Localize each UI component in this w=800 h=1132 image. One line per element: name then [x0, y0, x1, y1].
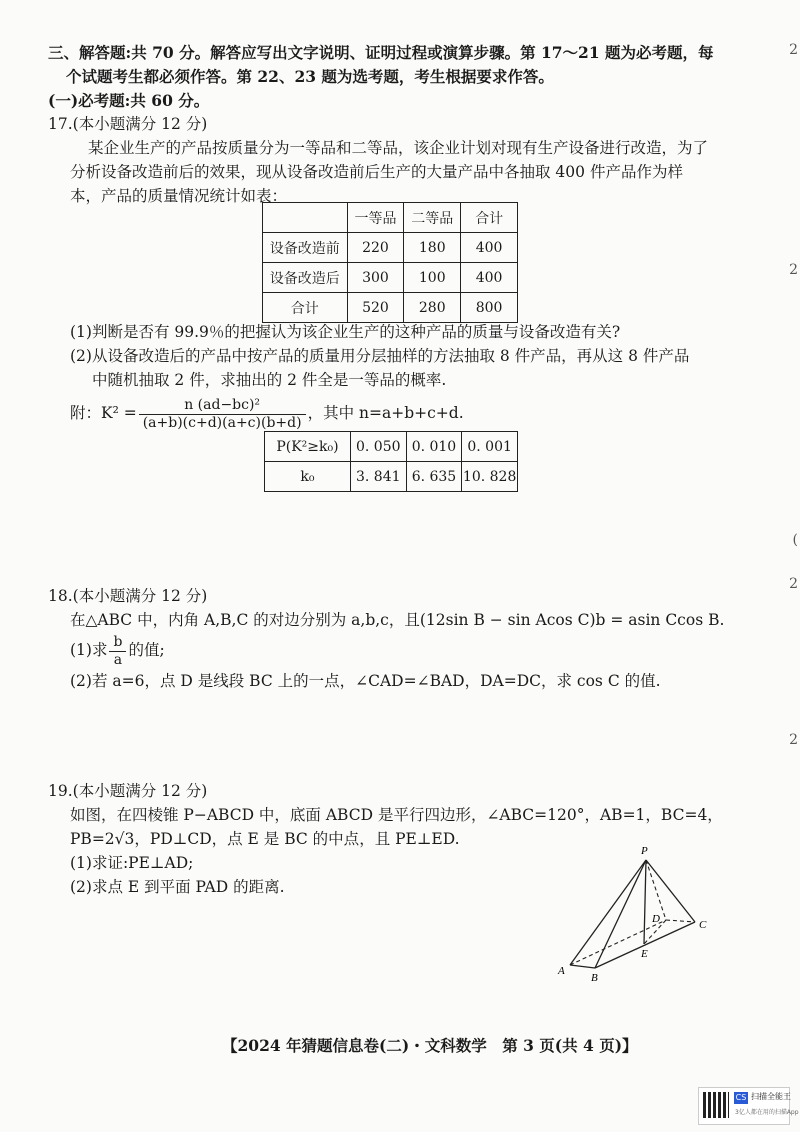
- q17-paragraph-line3: 本，产品的质量情况统计如表：: [70, 187, 288, 205]
- table-row: [263, 263, 518, 293]
- edge-mark: 2: [789, 262, 798, 278]
- q18-s1-suffix: 的值;: [128, 641, 165, 659]
- q19-paragraph-line1: 如图，在四棱锥 P−ABCD 中，底面 ABCD 是平行四边形，∠ABC=120°，AB=1，BC=4，: [70, 806, 723, 824]
- q17-quality-table: [262, 202, 518, 323]
- formula-numerator: n (ad−bc)²: [139, 397, 306, 415]
- table-row: [263, 203, 518, 233]
- q17-paragraph-line1: 某企业生产的产品按质量分为一等品和二等品，该企业计划对现有生产设备进行改造，为了: [88, 139, 709, 157]
- table-row: [265, 462, 518, 492]
- table-cell: 520: [347, 293, 404, 323]
- table-cell: 设备改造后: [263, 263, 348, 293]
- pyramid-figure: [540, 840, 720, 985]
- table-cell: P(K²≥k₀): [265, 432, 351, 462]
- q19-subquestion-1: (1)求证:PE⊥AD;: [70, 854, 194, 872]
- q17-subquestion-2-line2: 中随机抽取 2 件，求抽出的 2 件全是一等品的概率.: [92, 371, 447, 389]
- table-cell: 设备改造前: [263, 233, 348, 263]
- q18-header: 18.(本小题满分 12 分): [48, 587, 208, 605]
- table-cell: 800: [461, 293, 518, 323]
- table-header-cell: 二等品: [404, 203, 461, 233]
- edge-PD: [646, 860, 666, 920]
- table-row: [263, 293, 518, 323]
- table-row: [263, 233, 518, 263]
- q19-header: 19.(本小题满分 12 分): [48, 782, 208, 800]
- q18-fraction-num: b: [109, 634, 126, 652]
- edge-DC: [666, 920, 695, 922]
- table-header-cell: [263, 203, 348, 233]
- table-cell: 400: [461, 263, 518, 293]
- q17-subquestion-1: (1)判断是否有 99.9％的把握认为该企业生产的这种产品的质量与设备改造有关?: [70, 323, 621, 341]
- table-header-cell: 合计: [461, 203, 518, 233]
- formula-fraction: [139, 397, 306, 432]
- edge-mark: 2: [789, 576, 798, 592]
- table-cell: 400: [461, 233, 518, 263]
- label-A: A: [558, 965, 565, 977]
- table-cell: 10. 828: [462, 462, 518, 492]
- table-cell: 100: [404, 263, 461, 293]
- label-B: B: [591, 972, 598, 984]
- edge-mark: 2: [789, 42, 798, 58]
- table-cell: 280: [404, 293, 461, 323]
- section-heading-line2: 个试题考生都必须作答。第 22、23 题为选考题，考生根据要求作答。: [66, 67, 554, 86]
- label-E: E: [641, 948, 648, 960]
- table-cell: 合计: [263, 293, 348, 323]
- table-row: [265, 432, 518, 462]
- section-heading-line1: 三、解答题:共 70 分。解答应写出文字说明、证明过程或演算步骤。第 17～21 题为必考题，每: [48, 43, 714, 62]
- table-cell: 3. 841: [350, 462, 406, 492]
- table-header-cell: 一等品: [347, 203, 404, 233]
- scanner-subtitle: 3亿人都在用的扫描App: [735, 1109, 799, 1116]
- q18-s1-prefix: (1)求: [70, 641, 108, 659]
- q17-formula: [70, 393, 464, 433]
- table-cell: 0. 050: [350, 432, 406, 462]
- q17-header: 17.(本小题满分 12 分): [48, 115, 208, 133]
- q18-subquestion-2: (2)若 a=6，点 D 是线段 BC 上的一点，∠CAD=∠BAD，DA=DC，求 cos C 的值.: [70, 672, 661, 690]
- q19-subquestion-2: (2)求点 E 到平面 PAD 的距离.: [70, 878, 285, 896]
- q17-paragraph-line2: 分析设备改造前后的效果，现从设备改造前后生产的大量产品中各抽取 400 件产品作为样: [70, 163, 683, 181]
- table-cell: 180: [404, 233, 461, 263]
- section-subheading: (一)必考题:共 60 分。: [48, 91, 210, 110]
- formula-suffix: ，其中 n=a+b+c+d.: [307, 404, 464, 422]
- edge-mark: (: [792, 532, 798, 548]
- label-D: D: [652, 913, 660, 925]
- formula-denominator: (a+b)(c+d)(a+c)(b+d): [142, 414, 302, 431]
- edge-PB: [595, 860, 646, 968]
- edge-AB: [570, 965, 595, 968]
- q19-paragraph-line2: PB=2√3，PD⊥CD，点 E 是 BC 的中点，且 PE⊥ED.: [70, 830, 460, 848]
- scanner-watermark: [698, 1087, 799, 1125]
- scanner-logo-icon: CS: [735, 1093, 747, 1102]
- qr-code-icon: [703, 1092, 729, 1118]
- table-cell: 220: [347, 233, 404, 263]
- scanner-name: 扫描全能王: [751, 1092, 791, 1101]
- table-cell: 0. 001: [462, 432, 518, 462]
- table-cell: 6. 635: [406, 462, 462, 492]
- q18-paragraph: 在△ABC 中，内角 A,B,C 的对边分别为 a,b,c，且(12sin B − sin Acos C)b = asin Ccos B.: [70, 611, 725, 629]
- edge-mark: 2: [789, 732, 798, 748]
- q17-subquestion-2-line1: (2)从设备改造后的产品中按产品的质量用分层抽样的方法抽取 8 件产品，再从这 8 件产品: [70, 347, 690, 365]
- q18-fraction: [109, 634, 126, 669]
- q18-fraction-den: a: [113, 651, 123, 668]
- label-C: C: [699, 919, 707, 931]
- table-cell: 0. 010: [406, 432, 462, 462]
- page-footer: 【2024 年猜题信息卷(二)・文科数学 第 3 页(共 4 页)】: [222, 1036, 638, 1055]
- table-cell: k₀: [265, 462, 351, 492]
- edge-PE: [644, 860, 646, 944]
- table-cell: 300: [347, 263, 404, 293]
- q17-critical-value-table: [264, 431, 518, 492]
- formula-prefix: 附：K² =: [70, 404, 137, 422]
- label-P: P: [641, 845, 648, 857]
- q18-subquestion-1: [70, 632, 165, 668]
